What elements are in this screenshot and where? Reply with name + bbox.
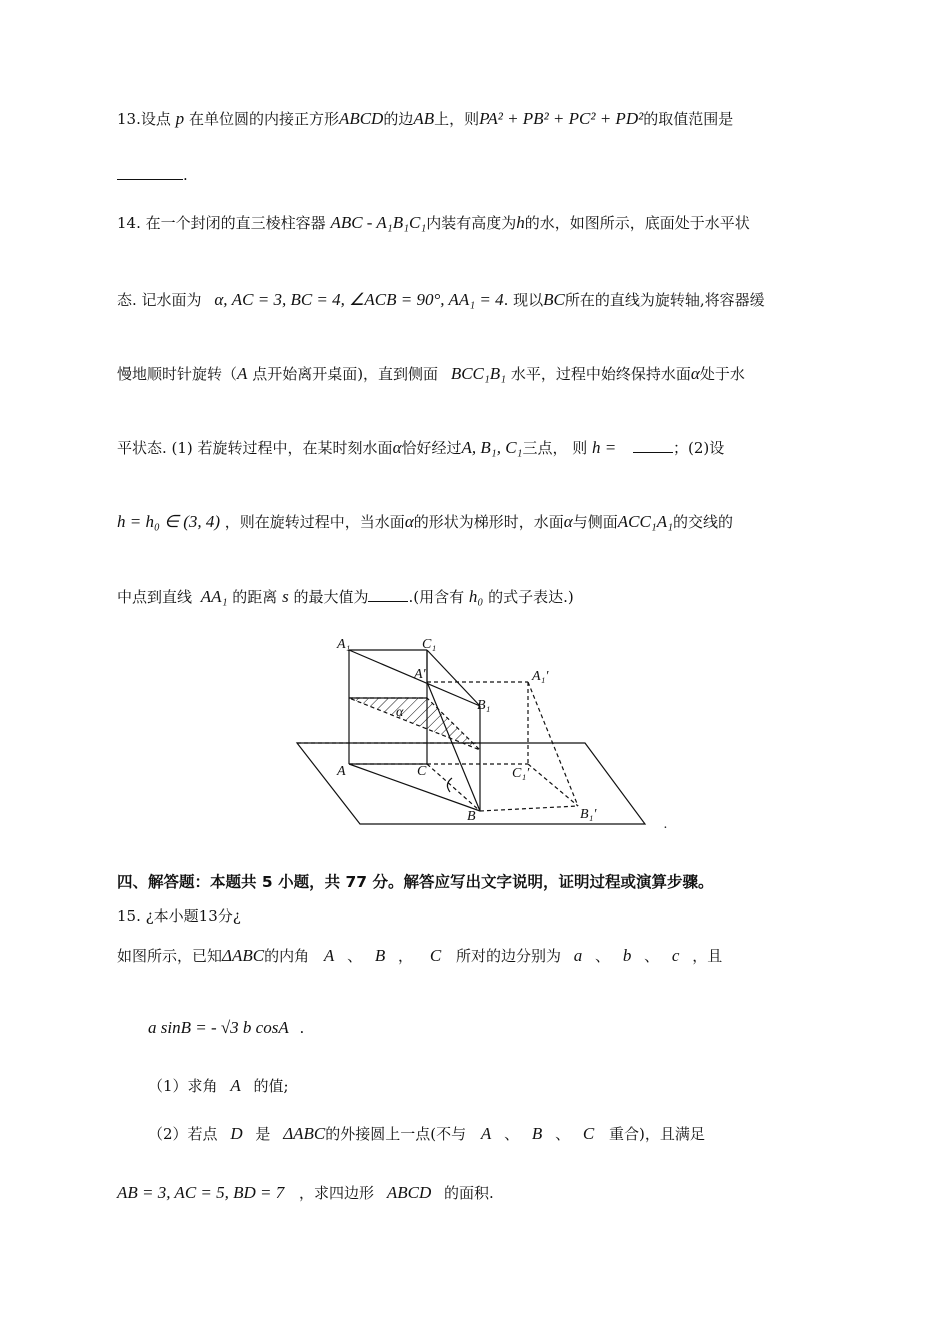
q14-math-conditions: α, AC = 3, BC = 4, ∠ACB = 90°, AA₁ = 4: [214, 290, 504, 309]
q15-text: 如图所示，已知: [117, 947, 223, 965]
q13-math-sum: PA² + PB² + PC² + PD²: [479, 109, 644, 128]
q13-text: 设点: [140, 110, 171, 128]
q15-sep: 、: [347, 947, 363, 965]
q14-text: 中点到直线: [117, 588, 193, 606]
label-a-prime: A′: [414, 667, 426, 682]
q14-math-a: A: [237, 364, 248, 383]
q14-text: 的最大值为: [293, 588, 369, 606]
q14-line2: [117, 289, 765, 310]
q15-text: 所对的边分别为: [455, 947, 561, 965]
q14-text: 的式子表达.): [488, 588, 574, 606]
q14-text: 的形状为梯形时，水面: [413, 513, 564, 531]
q14-line6: [117, 586, 574, 607]
q15-text: 是: [255, 1125, 271, 1143]
label-alpha: α: [396, 705, 404, 720]
q13-math-p: p: [175, 109, 185, 128]
dash-edge: [528, 764, 578, 806]
q15-text: （2）若点: [148, 1125, 218, 1143]
q15-math-a: a: [573, 946, 583, 965]
q14-text: 的水，如图所示，底面处于水平状: [524, 214, 750, 232]
q14-line3: [117, 363, 745, 384]
q15-math-triangle: ΔABC: [283, 1124, 326, 1143]
q15-sep: 、: [644, 947, 660, 965]
q14-text: 三点， 则: [522, 439, 588, 457]
q15-text: （1）求角: [148, 1077, 218, 1095]
q14-math-h-eq: h =: [592, 438, 617, 457]
q15-math-c: c: [671, 946, 680, 965]
q15-text: 的值;: [253, 1077, 289, 1095]
q14-text: ；(2)设: [673, 439, 725, 457]
q14-math-aa1: AA₁: [200, 587, 228, 606]
label-a: A: [337, 764, 346, 779]
q15-part2: [148, 1123, 705, 1144]
edge-c1-b1: [427, 650, 480, 706]
q15-math-c-upper: C: [582, 1124, 595, 1143]
q14-text: 所在的直线为旋转轴,将容器缓: [564, 291, 765, 309]
q13-text: 的取值范围是: [643, 110, 734, 128]
q14-text: 内装有高度为: [426, 214, 517, 232]
q15-sep: 、: [555, 1125, 571, 1143]
dash-edge: [528, 682, 578, 806]
q13-text: 的边: [383, 110, 414, 128]
q13-line2: [117, 166, 188, 184]
q15-text: 重合)，且满足: [608, 1125, 705, 1143]
q14-line1: [117, 212, 750, 233]
label-b: B: [467, 809, 476, 824]
q15-math-b-upper: B: [531, 1124, 543, 1143]
q14-text: 平状态. (1) 若旋转过程中，在某时刻水面: [117, 439, 393, 457]
q13-text: 上，则: [434, 110, 480, 128]
edge-c-b: [427, 764, 480, 811]
q14-text: ，则在旋转过程中，当水面: [224, 513, 405, 531]
q13-math-ab: AB: [413, 109, 435, 128]
q15-equation: [148, 1018, 304, 1038]
q14-number: 14.: [117, 214, 141, 232]
label-c1-prime: C₁′: [512, 766, 530, 781]
q15-sep: 、: [504, 1125, 520, 1143]
q15-text: ，求四边形: [299, 1184, 375, 1202]
q15-math-lengths: AB = 3, AC = 5, BD = 7: [117, 1183, 285, 1202]
q13-text: 在单位圆的内接正方形: [188, 110, 339, 128]
label-c: C: [417, 764, 427, 779]
q14-text: .(用含有: [408, 588, 465, 606]
label-b1-prime: B₁′: [580, 807, 597, 822]
q15-math-d: D: [230, 1124, 243, 1143]
rotation-arc: [447, 778, 452, 792]
figure-trailing-period: .: [664, 817, 668, 832]
q14-text: 的距离: [232, 588, 278, 606]
q15-text: ，且: [692, 947, 723, 965]
q14-math-alpha: α: [690, 364, 700, 383]
answer-blank: [633, 440, 673, 453]
q15-part1: [148, 1075, 289, 1096]
q14-text: 在一个封闭的直三棱柱容器: [145, 214, 326, 232]
q14-text: . 现以: [503, 291, 544, 309]
q14-text: 与侧面: [572, 513, 618, 531]
q14-math-face: BCC₁B₁: [450, 364, 507, 383]
q13-number: 13.: [117, 110, 141, 128]
section-heading: 四、解答题：本题共 5 小题，共 77 分。解答应写出文字说明，证明过程或演算步骤。: [117, 873, 714, 891]
q14-text: 点开始离开桌面)，直到侧面: [252, 365, 439, 383]
q15-math-c-upper: C: [429, 946, 442, 965]
q13-math-abcd: ABCD: [338, 109, 384, 128]
q15-period: .: [299, 1019, 305, 1037]
q14-math-h0-range: h = h₀ ∈ (3, 4): [117, 512, 221, 531]
q15-math-a-upper: A: [230, 1076, 241, 1095]
answer-blank: [368, 589, 408, 602]
prism-figure: [280, 628, 680, 838]
q15-sep: ，: [398, 947, 414, 965]
q14-math-alpha: α: [392, 438, 402, 457]
label-a1-prime: A₁′: [532, 669, 549, 684]
q15-math-abcd: ABCD: [386, 1183, 432, 1202]
answer-blank: [117, 167, 183, 180]
dash-edge: [480, 806, 578, 811]
q14-math-alpha: α: [404, 512, 414, 531]
label-c1: C₁: [422, 637, 437, 652]
q15-part2-cont: [117, 1182, 494, 1203]
q14-text: 处于水: [699, 365, 745, 383]
q13-line1: [117, 108, 733, 129]
q15-sep: 、: [595, 947, 611, 965]
q14-math-s: s: [282, 587, 289, 606]
q13-period: .: [183, 166, 188, 184]
q15-text: 的内角: [264, 947, 310, 965]
edge-a-b: [349, 764, 480, 811]
q15-line1: [117, 945, 722, 966]
q15-math-triangle: ΔABC: [222, 946, 265, 965]
q15-text: 的外接圆上一点(不与: [325, 1125, 467, 1143]
q14-math-points: A, B₁, C₁: [461, 438, 523, 457]
q14-math-side-face: ACC₁A₁: [617, 512, 673, 531]
label-b1: B₁: [477, 698, 491, 713]
q15-math-equation: a sinB = - √3 b cosA: [148, 1018, 289, 1037]
q15-math-a-upper: A: [323, 946, 335, 965]
q14-math-bc: BC: [543, 290, 565, 309]
q14-math-h: h: [516, 213, 525, 232]
q14-math-alpha: α: [563, 512, 573, 531]
q14-math-prism: ABC - A₁B₁C₁: [330, 213, 427, 232]
q14-text: 恰好经过: [401, 439, 462, 457]
q14-text: 的交线的: [673, 513, 734, 531]
q14-text: 水平，过程中始终保持水面: [510, 365, 691, 383]
q15-math-a-upper: A: [480, 1124, 492, 1143]
water-surface: [349, 698, 480, 750]
q14-text: 态. 记水面为: [117, 291, 202, 309]
q14-line5: [117, 511, 733, 532]
q15-title: 15. ¿本小题13分¿: [117, 907, 241, 925]
q14-line4: [117, 437, 724, 458]
q15-math-b-upper: B: [374, 946, 386, 965]
q15-math-b: b: [622, 946, 632, 965]
label-a1: A₁: [337, 637, 351, 652]
q14-math-h0: h₀: [468, 587, 484, 606]
q14-text: 慢地顺时针旋转（: [117, 365, 238, 383]
q15-text: 的面积.: [444, 1184, 494, 1202]
